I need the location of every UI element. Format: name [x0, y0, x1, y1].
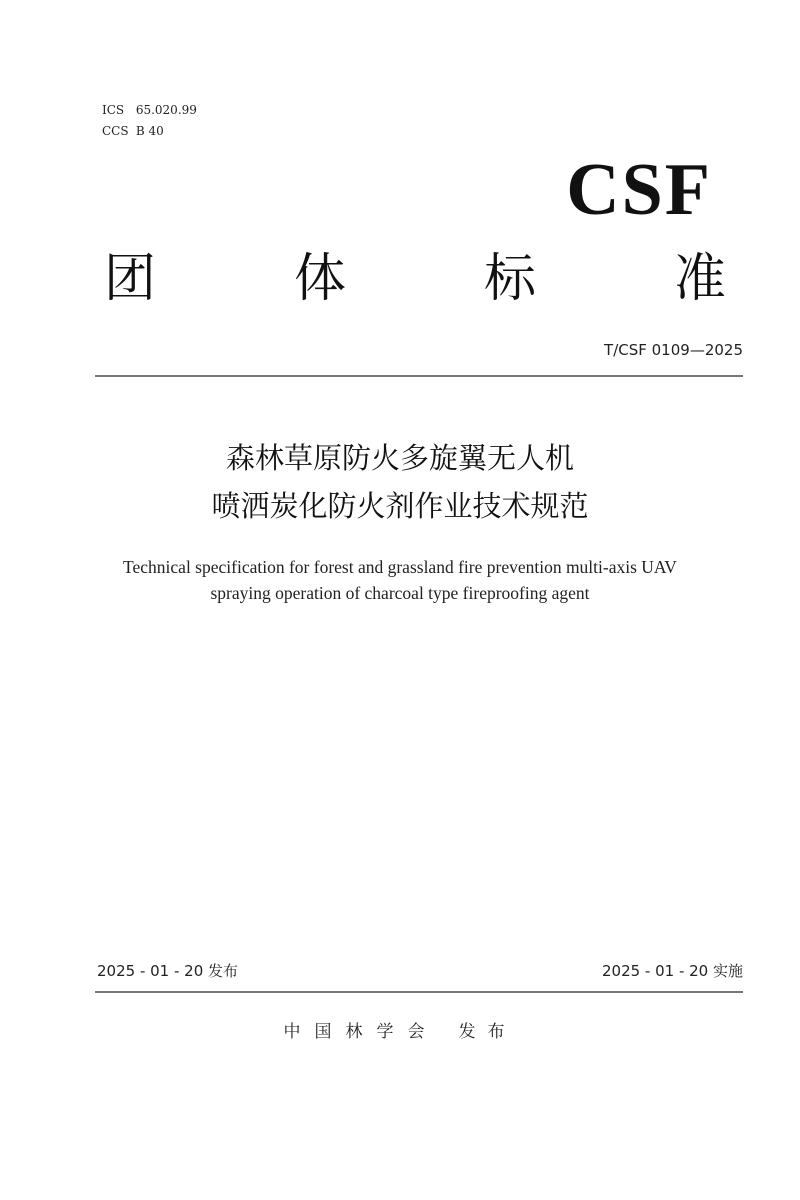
publish-date: 2025 - 01 - 20 发布: [97, 962, 239, 980]
ccs-value: B 40: [135, 124, 164, 138]
ccs-code-line: [102, 124, 164, 138]
publisher-name: 中国林学会: [283, 1022, 439, 1042]
title-chinese-line-1: 森林草原防火多旋翼无人机: [225, 441, 574, 475]
doc-type-char: 团: [103, 249, 156, 309]
doc-type-char: 体: [293, 249, 346, 309]
doc-type-char: 准: [673, 249, 726, 309]
doc-type-char: 标: [483, 249, 536, 309]
document-type-heading: [95, 244, 735, 314]
implementation-date: 2025 - 01 - 20 实施: [601, 962, 743, 980]
standard-number: T/CSF 0109—2025: [604, 341, 743, 359]
title-chinese-line-2: 喷洒炭化防火剂作业技术规范: [211, 489, 589, 523]
ics-value: 65.020.99: [135, 103, 197, 117]
publisher-line: [0, 1017, 800, 1042]
publisher-action: 发布: [458, 1022, 517, 1042]
ics-label: ICS: [102, 103, 125, 117]
bottom-divider: [95, 991, 743, 993]
top-divider: [95, 375, 743, 377]
organization-logo: CSF: [566, 149, 712, 231]
title-english-line-2: spraying operation of charcoal type fireproofing agent: [210, 583, 590, 603]
title-english-line-1: Technical specification for forest and grassland fire prevention multi-axis UAV: [123, 557, 677, 577]
ccs-label: CCS: [102, 124, 129, 138]
ics-code-line: [102, 103, 197, 117]
